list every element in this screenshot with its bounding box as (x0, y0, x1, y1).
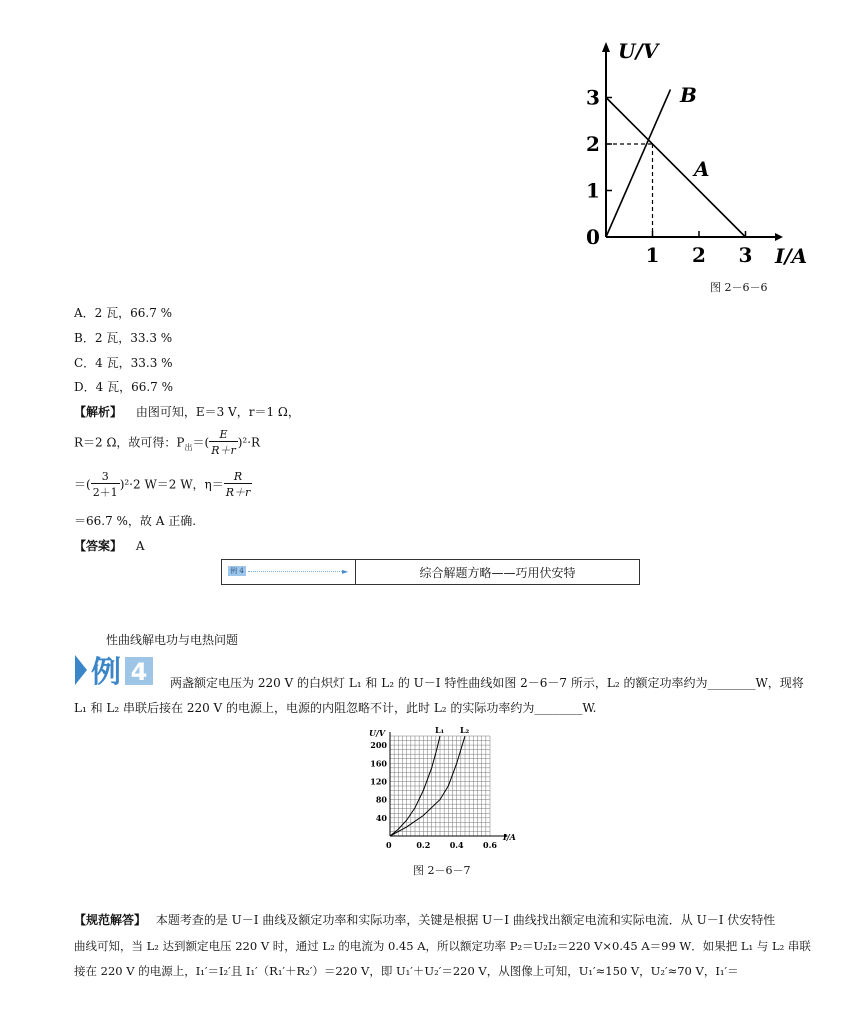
x-tick-label: 3 (738, 243, 753, 267)
analysis-label: 【解析】 (74, 405, 123, 419)
arrow-right-icon: ► (342, 567, 349, 576)
frac1-numerator: E (209, 428, 238, 442)
solution-line-1 (74, 909, 775, 932)
solution-text-1: 本题考查的是 U－I 曲线及额定功率和实际功率，关键是根据 U－I 曲线找出额定电流和实际电流．从 U－I 伏安特性 (155, 913, 776, 927)
fraction-r-over-r-plus-r (224, 470, 253, 500)
x-tick-label: 1 (645, 243, 660, 267)
frac1-denominator: R＋r (211, 444, 236, 457)
example-text-1: 两盏额定电压为 220 V 的白炽灯 L₁ 和 L₂ 的 U－I 特性曲线如图 2－6－7 所示，L₂ 的额定功率约为________W，现将 (170, 676, 804, 690)
y-tick-label: 120 (370, 776, 387, 787)
badge-text: 例 (91, 655, 121, 687)
fig-2-6-6-chart (570, 30, 820, 275)
line-a-label: A (694, 157, 710, 181)
frac3-denominator: R＋r (225, 486, 251, 499)
fig-2-6-7-chart (366, 726, 526, 856)
y-tick-label: 3 (586, 85, 600, 110)
solution-line-2: 曲线可知，当 L₂ 达到额定电压 220 V 时，通过 L₂ 的电流为 0.45 A，所以额定功率 P₂＝U₂I₂＝220 V×0.45 A＝99 W．如果把 L₁ 与 L₂ 串联 (74, 939, 811, 953)
example-4-badge (73, 653, 155, 687)
p-out-subscript: 出 (184, 442, 193, 452)
y-tick-label: 200 (370, 740, 387, 751)
y-axis-label: U/V (618, 39, 659, 63)
curve-l1-label: L₁ (435, 726, 445, 735)
section-bar-left (222, 560, 356, 584)
x-axis-label: I/A (775, 244, 808, 268)
curve-l2-label: L₂ (460, 726, 470, 735)
section-title: 综合解题方略——巧用伏安特 (419, 565, 576, 580)
option-a: A．2 瓦，66.7 % (74, 306, 173, 320)
x-tick-label: 2 (692, 243, 706, 267)
y-tick-label: 80 (375, 794, 387, 805)
section-tag: 例 4 (228, 566, 246, 576)
analysis-text-1: 由图可知，E＝3 V，r＝1 Ω， (135, 405, 300, 419)
frac3-numerator: R (224, 470, 253, 484)
series-line-a (606, 98, 746, 238)
option-b: B．2 瓦，33.3 % (74, 331, 173, 345)
analysis-line-3-mid: )²·2 W＝2 W，η＝ (119, 477, 224, 492)
y-axis-arrow (602, 42, 610, 52)
x-axis-arrow (775, 233, 783, 241)
dotted-guide (248, 571, 344, 572)
fig-2-6-6-caption: 图 2－6－6 (710, 281, 768, 294)
badge-number: 4 (130, 658, 148, 686)
analysis-line-3 (74, 470, 252, 500)
y-tick-label: 2 (586, 132, 600, 156)
badge-arrow-icon (75, 655, 87, 685)
fraction-e-over-r-plus-r (209, 428, 238, 458)
y-tick-label: 1 (586, 178, 600, 203)
analysis-line-2-prefix: R＝2 Ω，故可得：P (74, 435, 185, 450)
solution-line-3: 接在 220 V 的电源上，I₁′＝I₂′且 I₁′（R₁′＋R₂′）＝220 V，即 U₁′＋U₂′＝220 V，从图像上可知，U₁′≈150 V，U₂′≈70 V，I₁′＝ (74, 964, 739, 978)
y-axis-label: U/V (369, 728, 386, 738)
analysis-line-2-eq: ＝( (192, 435, 210, 450)
x-tick-label: 0.4 (449, 840, 464, 850)
section-bar (221, 559, 640, 585)
example-text-2: L₁ 和 L₂ 串联后接在 220 V 的电源上，电源的内阻忽略不计，此时 L₂ 的实际功率约为________W. (74, 701, 597, 715)
frac2-denominator: 2＋1 (92, 486, 118, 499)
option-d: D．4 瓦，66.7 % (74, 380, 174, 394)
x-tick-label: 0.6 (483, 840, 497, 850)
origin-label: 0 (386, 840, 392, 850)
y-tick-label: 160 (370, 758, 387, 769)
option-c: C．4 瓦，33.3 % (74, 356, 173, 370)
analysis-line-1 (74, 403, 300, 420)
analysis-line-2-tail: )²·R (237, 435, 261, 450)
solution-label: 【规范解答】 (74, 913, 147, 927)
answer-line (74, 537, 145, 554)
answer-label: 【答案】 (74, 539, 123, 553)
fig-2-6-7-caption: 图 2－6－7 (413, 864, 471, 877)
x-tick-label: 0.2 (416, 840, 431, 850)
analysis-line-2 (74, 428, 260, 458)
frac2-numerator: 3 (91, 470, 120, 484)
fraction-3-over-2-plus-1 (91, 470, 120, 500)
section-title-continued: 性曲线解电功与电热问题 (106, 633, 239, 647)
origin-label: 0 (586, 225, 600, 249)
series-line-b (606, 90, 670, 238)
x-axis-label: I/A (503, 832, 516, 842)
answer-value: A (135, 539, 145, 553)
analysis-line-4: ＝66.7 %，故 A 正确. (74, 514, 197, 528)
line-b-label: B (680, 83, 697, 107)
analysis-line-3-prefix: ＝( (74, 477, 91, 492)
y-tick-label: 40 (375, 812, 387, 823)
